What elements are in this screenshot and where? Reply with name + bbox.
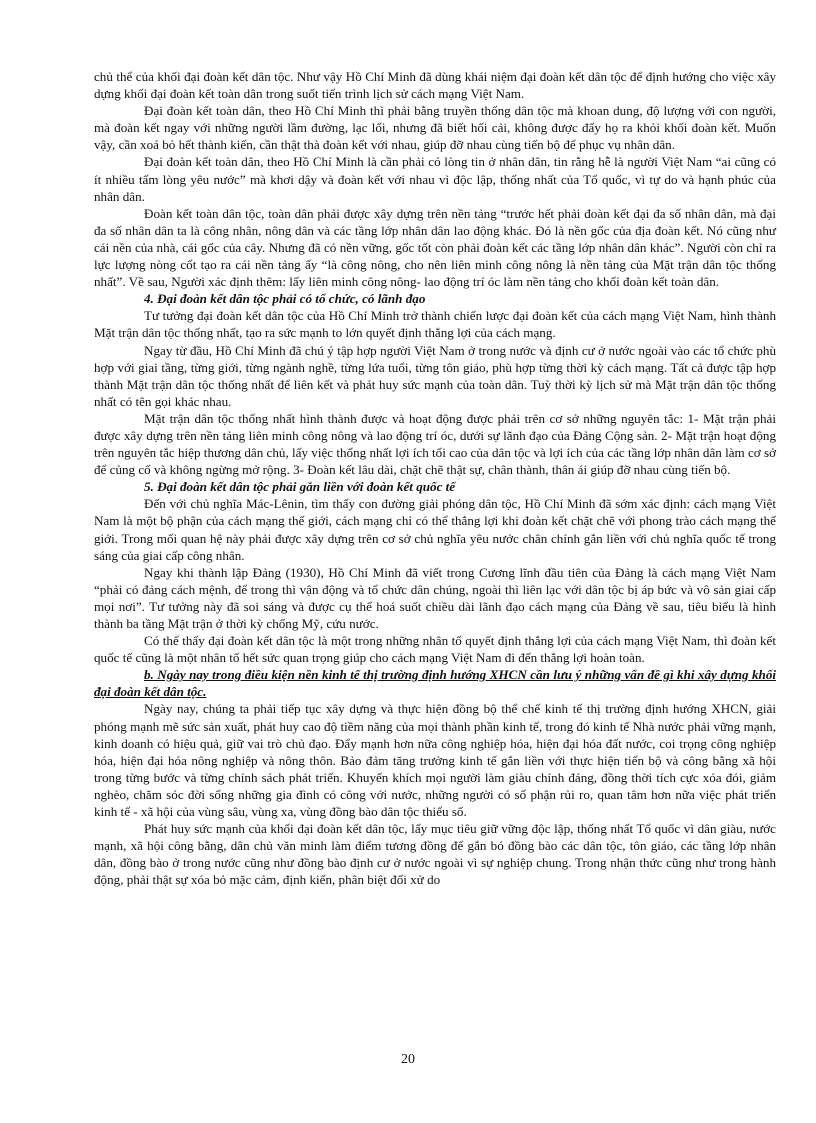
paragraph: Đại đoàn kết toàn dân, theo Hồ Chí Minh thì phải bằng truyền thống dân tộc mà khoan dung, độ lượng với con người, mà đoàn kết ngay với những người lầm đường, lạc lối, nhưng đã biết hối cải, không được đẩy họ ra khỏi khối đoàn kết. Muốn vậy, cần xoá bỏ hết thành kiến, cần thật thà đoàn kết với nhau, giúp đỡ nhau cùng tiến bộ để phục vụ nhân dân. [94,103,776,153]
paragraph: Có thể thấy đại đoàn kết dân tộc là một trong những nhân tố quyết định thắng lợi của cách mạng Việt Nam, thì đoàn kết quốc tế cũng là một nhân tố hết sức quan trọng giúp cho cách mạng Việt Nam đi đến thắng lợi hoàn toàn. [94,633,776,666]
paragraph: Đại đoàn kết toàn dân, theo Hồ Chí Minh là cần phải có lòng tin ở nhân dân, tin rằng hễ là người Việt Nam “ai cũng có ít nhiều tấm lòng yêu nước” mà khơi dậy và đoàn kết với nhau vì độc lập, thống nhất của Tổ quốc, vì tự do và hạnh phúc của nhân dân. [94,154,776,204]
section-heading-b: b. Ngày nay trong điều kiện nền kinh tế thị trường định hướng XHCN cần lưu ý những vấn đề gì khi xây dựng khối đại đoàn kết dân tộc. [94,667,776,700]
paragraph: Ngay từ đầu, Hồ Chí Minh đã chú ý tập hợp người Việt Nam ở trong nước và định cư ở nước ngoài vào các tổ chức phù hợp với giai tầng, từng giới, từng ngành nghề, từng lứa tuổi, từng tôn giáo, phù hợp từng thời kỳ cách mạng. Tất cả được tập hợp thành Mặt trận dân tộc thống nhất để liên kết và phát huy sức mạnh của toàn dân. Tuỳ thời kỳ lịch sử mà Mặt trận dân tộc thống nhất có tên gọi khác nhau. [94,342,776,409]
page-number: 20 [401,1052,415,1067]
paragraph: chủ thể của khối đại đoàn kết dân tộc. Như vậy Hồ Chí Minh đã dùng khái niệm đại đoàn kết dân tộc để định hướng cho việc xây dựng khối đại đoàn kết toàn dân trong suốt tiến trình lịch sử cách mạng Việt Nam. [94,69,776,102]
section-heading-4: 4. Đại đoàn kết dân tộc phải có tổ chức, có lãnh đạo [144,291,426,307]
paragraph: Phát huy sức mạnh của khối đại đoàn kết dân tộc, lấy mục tiêu giữ vững độc lập, thống nhất Tổ quốc vì dân giàu, nước mạnh, xã hội công bằng, dân chủ văn minh làm điểm tương đồng để gắn bó đồng bào các dân tộc, tôn giáo, các tầng lớp nhân dân, đồng bào ở trong nước cũng như đồng bào định cư ở nước ngoài vì sự nghiệp chung. Trong nhận thức cũng như trong hành động, phải thật sự xóa bỏ mặc cảm, định kiến, phân biệt đối xử do [94,821,776,888]
paragraph: Tư tưởng đại đoàn kết dân tộc của Hồ Chí Minh trở thành chiến lược đại đoàn kết của cách mạng Việt Nam, hình thành Mặt trận dân tộc thống nhất, tạo ra sức mạnh to lớn quyết định thắng lợi của cách mạng. [94,308,776,341]
paragraph: Đoàn kết toàn dân tộc, toàn dân phải được xây dựng trên nền tảng “trước hết phải đoàn kết đại đa số nhân dân, mà đại đa số nhân dân ta là công nhân, nông dân và các tầng lớp nhân dân lao động khác. Đó là nền gốc của địa đoàn kết. Nó cũng như cái nền của nhà, cái gốc của cây. Nhưng đã có nền vững, gốc tốt còn phải đoàn kết các tầng lớp nhân dân khác”. Người còn chỉ ra lực lượng nòng cốt tạo ra cái nền tảng ấy “là công nông, cho nên liên minh công nông là nền tảng của Mặt trận dân tộc thống nhất”. Về sau, Người xác định thêm: lấy liên minh công nông- lao động trí óc làm nền tảng cho khối đoàn kết toàn dân. [94,205,776,290]
paragraph: Mặt trận dân tộc thống nhất hình thành được và hoạt động được phải trên cơ sở những nguyên tắc: 1- Mặt trận phải được xây dựng trên nền tảng liên minh công nông và lao động trí óc, dưới sự lãnh đạo của Đảng Cộng sản. 2- Mặt trận hoạt động trên nguyên tắc hiệp thương dân chủ, lấy việc thống nhất lợi ích tối cao của dân tộc và lợi ích của các tầng lớp nhân dân làm cơ sở để củng cố và không ngừng mở rộng. 3- Đoàn kết lâu dài, chặt chẽ thật sự, chân thành, thân ái giúp đỡ nhau cùng tiến bộ. [94,410,777,478]
paragraph: Ngay khi thành lập Đảng (1930), Hồ Chí Minh đã viết trong Cương lĩnh đầu tiên của Đảng là cách mạng Việt Nam “phải có đảng cách mệnh, để trong thì vận động và tổ chức dân chúng, ngoài thì liên lạc với dân tộc bị áp bức và vô sản giai cấp mọi nơi”. Tư tưởng này đã soi sáng và được cụ thể hoá suốt chiều dài lãnh đạo cách mạng của Đảng về sau, tiêu biểu là hình thành ba tầng Mặt trận ở thời kỳ chống Mỹ, cứu nước. [94,564,776,631]
section-heading-5: 5. Đại đoàn kết dân tộc phải gắn liền với đoàn kết quốc tế [144,479,456,495]
document-page [94,68,776,889]
paragraph: Đến với chủ nghĩa Mác-Lênin, tìm thấy con đường giải phóng dân tộc, Hồ Chí Minh đã sớm xác định: cách mạng Việt Nam là một bộ phận của cách mạng thế giới, cách mạng chỉ có thể thắng lợi khi đoàn kết chặt chẽ với phong trào cách mạng thế giới. Trong mối quan hệ này phải được xây dựng trên cơ sở chủ nghĩa yêu nước chân chính gắn liền với chủ nghĩa quốc tế trong sáng của giai cấp công nhân. [94,496,776,563]
paragraph: Ngày nay, chúng ta phải tiếp tục xây dựng và thực hiện đồng bộ thể chế kinh tế thị trường định hướng XHCN, giải phóng mạnh mẽ sức sản xuất, phát huy cao độ tiềm năng của mọi thành phần kinh tế, trong đó kinh tế Nhà nước phải vững mạnh, kinh doanh có hiệu quả, giữ vai trò chủ đạo. Đẩy mạnh hơn nữa công nghiệp hóa, hiện đại hóa đất nước, coi trọng công nghiệp hóa, hiện đại hóa nông nghiệp và nông thôn. Bảo đảm tăng trưởng kinh tế gắn liền với thực hiện tiến bộ và công bằng xã hội trong từng bước và từng chính sách phát triển. Khuyến khích mọi người làm giàu chính đáng, đồng thời tích cực xóa đói, giảm nghèo, chăm sóc đời sống những gia đình có công với nước, những người có số phận rủi ro, quan tâm hơn nữa việc phát triển kinh tế - xã hội của vùng sâu, vùng xa, vùng đồng bào dân tộc thiểu số. [94,701,776,820]
